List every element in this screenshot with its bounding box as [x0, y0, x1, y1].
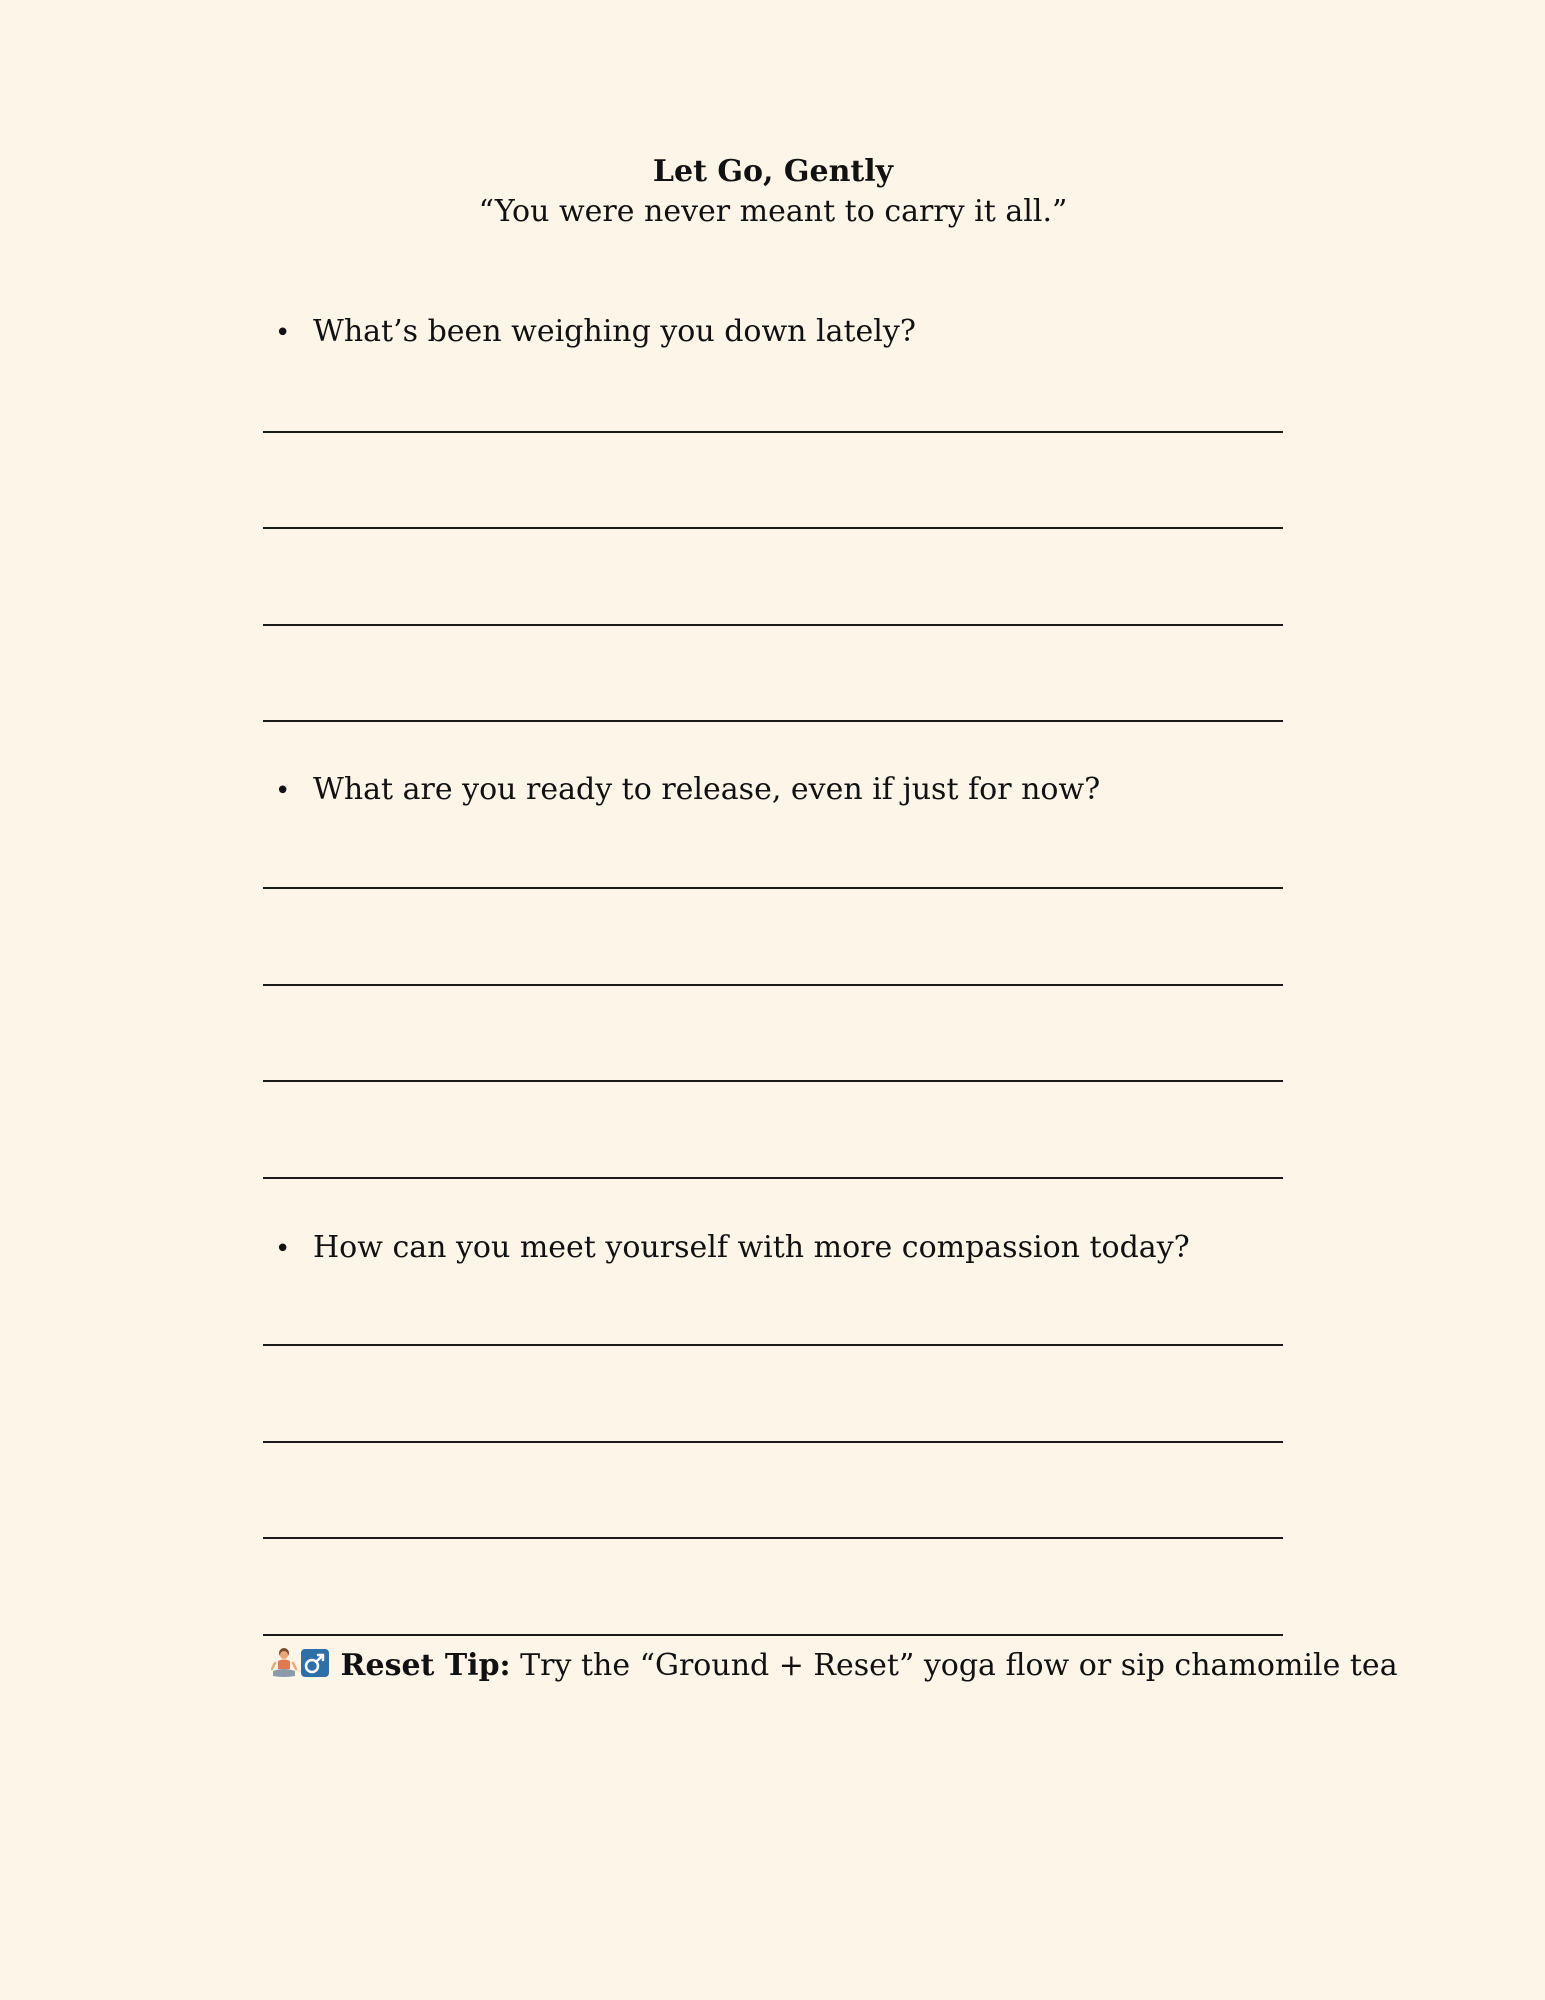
bullet-icon: • — [275, 318, 291, 348]
page-subtitle-quote: “You were never meant to carry it all.” — [478, 194, 1068, 229]
writing-line[interactable] — [263, 1441, 1283, 1443]
reset-tip-label: Reset Tip: — [340, 1648, 511, 1683]
writing-line[interactable] — [263, 1080, 1283, 1082]
prompt-item — [275, 768, 1275, 813]
reset-tip — [271, 1644, 1398, 1692]
writing-line[interactable] — [263, 624, 1283, 626]
prompt-item — [275, 1226, 1275, 1271]
journal-page — [263, 0, 1398, 2000]
prompt-text: What’s been weighing you down lately? — [313, 314, 916, 349]
writing-line[interactable] — [263, 1344, 1283, 1346]
writing-line[interactable] — [263, 527, 1283, 529]
page-title: Let Go, Gently — [652, 154, 894, 189]
writing-line[interactable] — [263, 887, 1283, 889]
writing-line[interactable] — [263, 431, 1283, 433]
writing-line[interactable] — [263, 1634, 1283, 1636]
prompt-text: What are you ready to release, even if just for now? — [313, 772, 1101, 807]
reset-tip-text: Try the “Ground + Reset” yoga flow or sip chamomile tea — [510, 1648, 1398, 1683]
bullet-icon: • — [275, 1234, 291, 1264]
writing-line[interactable] — [263, 984, 1283, 986]
writing-line[interactable] — [263, 1537, 1283, 1539]
prompt-item — [275, 310, 1275, 355]
prompt-text: How can you meet yourself with more compassion today? — [313, 1230, 1190, 1265]
bullet-icon: • — [275, 776, 291, 806]
meditation-emoji-icon — [271, 1647, 331, 1692]
writing-line[interactable] — [263, 1177, 1283, 1179]
writing-line[interactable] — [263, 720, 1283, 722]
